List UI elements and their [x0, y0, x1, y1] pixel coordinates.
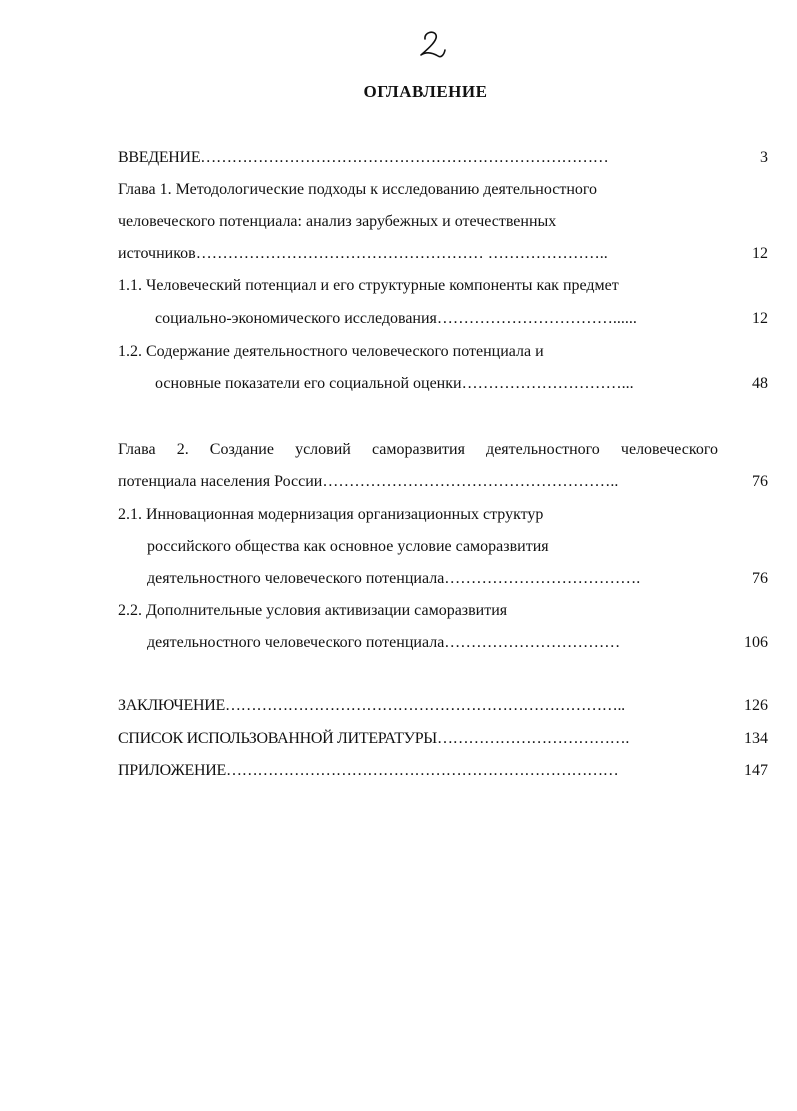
toc-heading: ОГЛАВЛЕНИЕ — [363, 82, 488, 101]
toc-entry-title-line: российского общества как основное условие саморазвития — [147, 538, 549, 555]
toc-entry-title-line: деятельностного человеческого потенциала…………………………… — [147, 634, 621, 651]
toc-entry-appendix[interactable] — [118, 759, 768, 783]
toc-entry-chapter2[interactable] — [118, 438, 768, 462]
toc-entry-title-line: человеческого потенциала: анализ зарубежных и отечественных — [118, 213, 557, 230]
toc-entry-section-1-2[interactable] — [118, 340, 768, 364]
toc-entry-title-line: 1.1. Человеческий потенциал и его структурные компоненты как предмет — [118, 277, 619, 294]
toc-entry-section-2-2[interactable] — [118, 599, 768, 623]
toc-entry-title-line: 2.1. Инновационная модернизация организационных структур — [118, 506, 544, 523]
toc-entry-chapter1-cont — [118, 242, 768, 266]
handwritten-page-number-glyph — [413, 28, 449, 62]
toc-entry-chapter1-cont — [118, 210, 768, 234]
toc-entry-page: 147 — [744, 762, 768, 779]
toc-entry-page: 106 — [744, 634, 768, 651]
toc-entry-page: 126 — [744, 697, 768, 714]
toc-entry-page: 12 — [752, 310, 768, 327]
toc-entry-conclusion[interactable] — [118, 694, 768, 718]
toc-entry-title-line: деятельностного человеческого потенциала………………………………. — [147, 570, 641, 587]
toc-entry-section-2-1[interactable] — [118, 503, 768, 527]
toc-entry-chapter1[interactable] — [118, 178, 768, 202]
toc-entry-page: 48 — [752, 375, 768, 392]
toc-entry-section-2-1-cont — [118, 567, 768, 591]
toc-entry-title-line: потенциала населения России……………………………………………….. — [118, 473, 619, 490]
toc-entry-intro[interactable] — [118, 146, 768, 170]
toc-entry-title-line: основные показатели его социальной оценки…………………………... — [155, 375, 634, 392]
toc-entry-page: 76 — [752, 473, 768, 490]
toc-entry-page: 76 — [752, 570, 768, 587]
toc-entry-section-2-2-cont — [118, 631, 768, 655]
toc-entry-page: 134 — [744, 730, 768, 747]
toc-entry-title-line: Глава 1. Методологические подходы к исследованию деятельностного — [118, 181, 598, 198]
toc-entry-title: ПРИЛОЖЕНИЕ………………………………………………………………… — [118, 762, 619, 779]
toc-entry-title: ВВЕДЕНИЕ…………………………………………………………………… — [118, 149, 609, 166]
toc-entry-section-2-1-cont — [118, 535, 768, 559]
toc-entry-title-line: источников……………………………………………… ………………….. — [118, 245, 608, 262]
toc-entry-section-1-1-cont — [118, 307, 768, 331]
toc-entry-title: ЗАКЛЮЧЕНИЕ………………………………………………………………….. — [118, 697, 625, 714]
toc-entry-title: СПИСОК ИСПОЛЬЗОВАННОЙ ЛИТЕРАТУРЫ………………………………. — [118, 730, 630, 747]
toc-entry-title-line: социально-экономического исследования……………………………...... — [155, 310, 637, 327]
toc-entry-title-line: 2.2. Дополнительные условия активизации саморазвития — [118, 602, 508, 619]
handwritten-page-number — [413, 28, 449, 62]
toc-entry-page: 3 — [760, 149, 768, 166]
toc-entry-bibliography[interactable] — [118, 727, 768, 751]
toc-entry-chapter2-cont — [118, 470, 768, 494]
toc-entry-title-line: Глава 2. Создание условий саморазвития деятельностного человеческого — [118, 441, 718, 458]
toc-entry-section-1-1[interactable] — [118, 274, 768, 298]
toc-entry-section-1-2-cont — [118, 372, 768, 396]
toc-entry-page: 12 — [752, 245, 768, 262]
toc-entry-title-line: 1.2. Содержание деятельностного человеческого потенциала и — [118, 343, 544, 360]
